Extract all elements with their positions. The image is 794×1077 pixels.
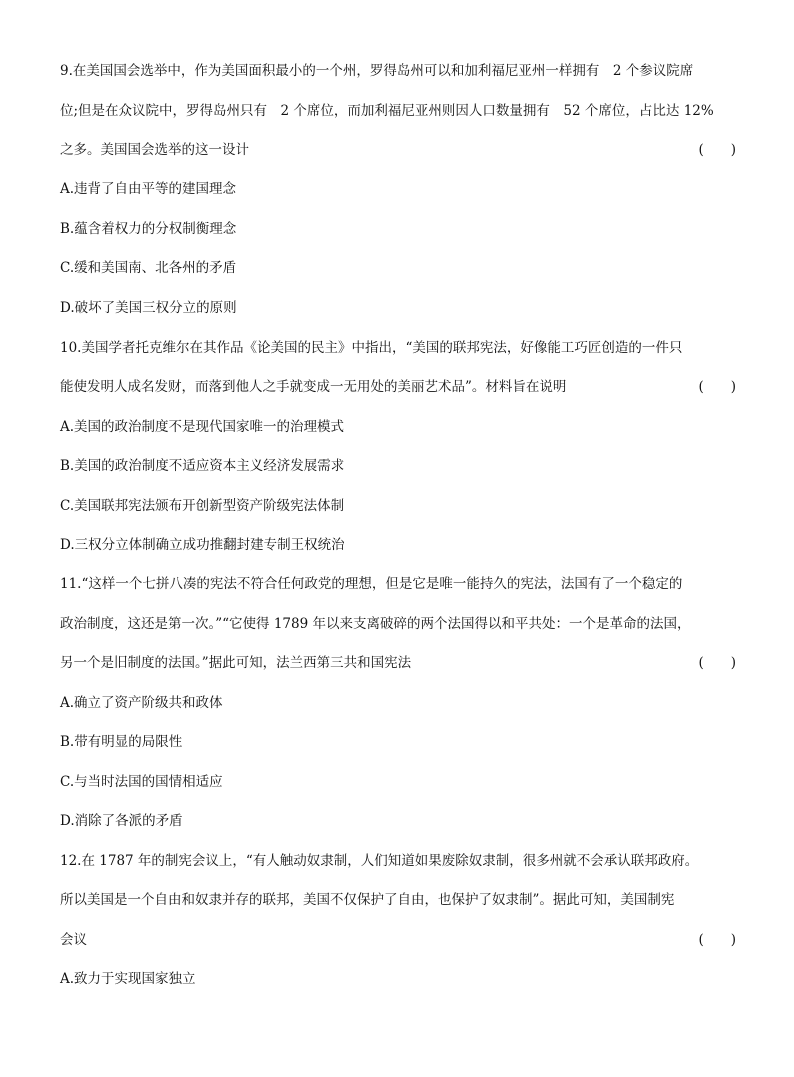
answer-blank: ( ) bbox=[698, 142, 736, 158]
question-stem-line: 11.“这样一个七拼八凑的宪法不符合任何政党的理想，但是它是唯一能持久的宪法，法国有了一个稳定的 bbox=[60, 576, 683, 592]
option-a: A.确立了资产阶级共和政体 bbox=[60, 695, 223, 711]
option-b: B.带有明显的局限性 bbox=[60, 734, 183, 750]
question-stem-line: 位;但是在众议院中，罗得岛州只有 2 个席位，而加利福尼亚州则因人口数量拥有 52 个席位，占比达 12% bbox=[60, 103, 714, 119]
question-stem-line: 9.在美国国会选举中，作为美国面积最小的一个州，罗得岛州可以和加利福尼亚州一样拥有 2 个参议院席 bbox=[60, 63, 694, 79]
question-stem-line: 能使发明人成名发财，而落到他人之手就变成一无用处的美丽艺术品”。材料旨在说明 bbox=[60, 379, 567, 395]
question-stem-line: 10.美国学者托克维尔在其作品《论美国的民主》中指出，“美国的联邦宪法，好像能工巧匠创造的一件只 bbox=[60, 340, 683, 356]
answer-blank: ( ) bbox=[698, 655, 736, 671]
option-c: C.美国联邦宪法颁布开创新型资产阶级宪法体制 bbox=[60, 498, 345, 514]
option-a: A.美国的政治制度不是现代国家唯一的治理模式 bbox=[60, 419, 345, 435]
question-stem-line: 会议 bbox=[60, 932, 87, 948]
answer-blank: ( ) bbox=[698, 932, 736, 948]
option-a: A.违背了自由平等的建国理念 bbox=[60, 181, 237, 197]
option-d: D.破坏了美国三权分立的原则 bbox=[60, 300, 237, 316]
question-stem-line: 之多。美国国会选举的这一设计 bbox=[60, 142, 249, 158]
answer-blank: ( ) bbox=[698, 379, 736, 395]
option-c: C.与当时法国的国情相适应 bbox=[60, 774, 223, 790]
question-stem-line: 政治制度，这还是第一次。”“它使得 1789 年以来支离破碎的两个法国得以和平共处：一个是革命的法国， bbox=[60, 616, 691, 632]
option-b: B.美国的政治制度不适应资本主义经济发展需求 bbox=[60, 458, 345, 474]
question-stem-line: 12.在 1787 年的制宪会议上，“有人触动奴隶制，人们知道如果废除奴隶制，很多州就不会承认联邦政府。 bbox=[60, 853, 699, 869]
question-stem-line: 所以美国是一个自由和奴隶并存的联邦，美国不仅保护了自由，也保护了奴隶制”。据此可知，美国制宪 bbox=[60, 892, 675, 908]
question-stem-line: 另一个是旧制度的法国。”据此可知，法兰西第三共和国宪法 bbox=[60, 655, 412, 671]
option-c: C.缓和美国南、北各州的矛盾 bbox=[60, 260, 237, 276]
option-b: B.蕴含着权力的分权制衡理念 bbox=[60, 221, 237, 237]
option-d: D.三权分立体制确立成功推翻封建专制王权统治 bbox=[60, 537, 345, 553]
option-d: D.消除了各派的矛盾 bbox=[60, 813, 183, 829]
option-a: A.致力于实现国家独立 bbox=[60, 971, 196, 987]
